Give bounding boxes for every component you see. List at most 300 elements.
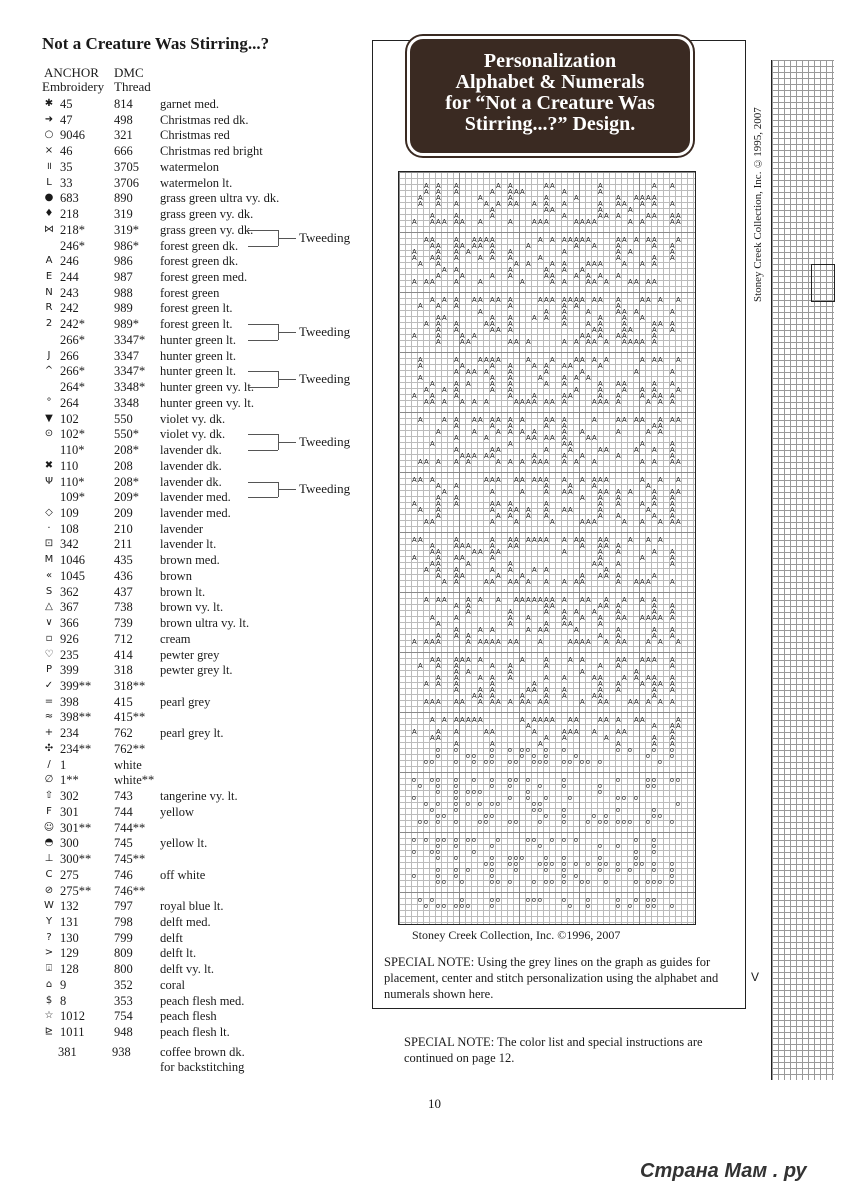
stitch-symbol: A bbox=[670, 249, 675, 256]
anchor-number: 128 bbox=[60, 962, 79, 977]
special-note-placement: SPECIAL NOTE: Using the grey lines on the graph as guides for placement, center and stitch personalization using the alphabet and numerals shown here. bbox=[384, 955, 719, 1001]
stitch-symbol: o bbox=[562, 759, 566, 766]
stitch-symbol: A bbox=[622, 237, 627, 244]
stitch-symbol: A bbox=[592, 693, 597, 700]
color-name: pewter grey lt. bbox=[160, 663, 233, 678]
stitch-symbol: o bbox=[616, 819, 620, 826]
stitch-symbol: A bbox=[670, 603, 675, 610]
dmc-number: 415 bbox=[114, 694, 133, 709]
stitch-symbol: A bbox=[586, 321, 591, 328]
stitch-symbol: A bbox=[598, 501, 603, 508]
stitch-symbol: A bbox=[430, 543, 435, 550]
stitch-symbol: A bbox=[472, 369, 477, 376]
symbol-icon: × bbox=[44, 145, 54, 157]
stitch-symbol: A bbox=[634, 699, 639, 706]
color-name: coral bbox=[160, 977, 185, 992]
stitch-symbol: A bbox=[466, 459, 471, 466]
stitch-symbol: o bbox=[466, 837, 470, 844]
stitch-symbol: A bbox=[478, 693, 483, 700]
stitch-symbol: A bbox=[616, 741, 621, 748]
stitch-symbol: o bbox=[592, 813, 596, 820]
stitch-symbol: o bbox=[562, 747, 566, 754]
anchor-number: 218* bbox=[60, 222, 85, 237]
dmc-number: 3347* bbox=[114, 364, 146, 379]
stitch-symbol: A bbox=[658, 417, 663, 424]
stitch-symbol: A bbox=[490, 387, 495, 394]
tweeding-bracket-line bbox=[248, 387, 278, 388]
color-name: forest green dk. bbox=[160, 254, 239, 269]
stitch-symbol: A bbox=[454, 243, 459, 250]
stitch-symbol: A bbox=[670, 615, 675, 622]
stitch-symbol: A bbox=[634, 279, 639, 286]
stitch-symbol: A bbox=[658, 357, 663, 364]
stitch-symbol: A bbox=[526, 513, 531, 520]
stitch-symbol: o bbox=[586, 861, 590, 868]
stitch-symbol: A bbox=[598, 717, 603, 724]
stitch-symbol: A bbox=[544, 483, 549, 490]
stitch-symbol: A bbox=[454, 741, 459, 748]
stitch-symbol: A bbox=[508, 303, 513, 310]
stitch-symbol: A bbox=[544, 609, 549, 616]
stitch-symbol: A bbox=[604, 489, 609, 496]
stitch-symbol: A bbox=[478, 549, 483, 556]
backstitch-dmc: 938 bbox=[112, 1045, 131, 1059]
dmc-number: 210 bbox=[114, 521, 133, 536]
stitch-symbol: A bbox=[472, 237, 477, 244]
stitch-symbol: A bbox=[532, 477, 537, 484]
stitch-symbol: A bbox=[532, 729, 537, 736]
stitch-symbol: o bbox=[544, 867, 548, 874]
stitch-symbol: A bbox=[640, 387, 645, 394]
symbol-icon: P bbox=[45, 664, 53, 676]
stitch-symbol: A bbox=[592, 561, 597, 568]
stitch-symbol: A bbox=[652, 321, 657, 328]
stitch-symbol: A bbox=[436, 501, 441, 508]
alphabet-graph bbox=[398, 171, 696, 925]
stitch-symbol: A bbox=[652, 681, 657, 688]
stitch-symbol: A bbox=[562, 393, 567, 400]
stitch-symbol: A bbox=[652, 279, 657, 286]
stitch-symbol: A bbox=[622, 201, 627, 208]
stitch-symbol: A bbox=[640, 357, 645, 364]
stitch-symbol: A bbox=[544, 459, 549, 466]
stitch-symbol: A bbox=[652, 459, 657, 466]
dmc-number: 798 bbox=[114, 914, 133, 929]
stitch-symbol: A bbox=[508, 327, 513, 334]
stitch-symbol: A bbox=[478, 279, 483, 286]
anchor-number: 33 bbox=[60, 175, 73, 190]
stitch-symbol: A bbox=[646, 639, 651, 646]
stitch-symbol: A bbox=[454, 279, 459, 286]
stitch-symbol: A bbox=[670, 501, 675, 508]
stitch-symbol: A bbox=[658, 537, 663, 544]
stitch-symbol: A bbox=[436, 429, 441, 436]
stitch-symbol: o bbox=[562, 855, 566, 862]
stitch-symbol: o bbox=[544, 855, 548, 862]
stitch-symbol: A bbox=[544, 435, 549, 442]
tweeding-bracket-line bbox=[248, 482, 278, 483]
stitch-symbol: A bbox=[460, 555, 465, 562]
stitch-symbol: o bbox=[484, 759, 488, 766]
stitch-symbol: A bbox=[670, 459, 675, 466]
stitch-symbol: A bbox=[544, 201, 549, 208]
symbol-icon: ? bbox=[46, 931, 52, 943]
stitch-symbol: A bbox=[598, 387, 603, 394]
stitch-symbol: o bbox=[454, 789, 458, 796]
stitch-symbol: A bbox=[454, 681, 459, 688]
stitch-symbol: o bbox=[478, 819, 482, 826]
stitch-symbol: A bbox=[592, 483, 597, 490]
stitch-symbol: A bbox=[436, 573, 441, 580]
stitch-symbol: A bbox=[490, 255, 495, 262]
stitch-symbol: A bbox=[574, 273, 579, 280]
anchor-number: 398** bbox=[60, 710, 92, 725]
color-name: lavender bbox=[160, 521, 204, 536]
stitch-symbol: A bbox=[670, 549, 675, 556]
stitch-symbol: A bbox=[580, 495, 585, 502]
color-name: yellow lt. bbox=[160, 836, 208, 851]
stitch-symbol: A bbox=[670, 663, 675, 670]
stitch-symbol: A bbox=[490, 327, 495, 334]
stitch-symbol: A bbox=[538, 717, 543, 724]
color-name: hunter green lt. bbox=[160, 364, 237, 379]
stitch-symbol: A bbox=[430, 561, 435, 568]
stitch-symbol: A bbox=[598, 621, 603, 628]
stitch-symbol: A bbox=[514, 639, 519, 646]
anchor-number: 367 bbox=[60, 600, 79, 615]
stitch-symbol: A bbox=[538, 237, 543, 244]
stitch-symbol: o bbox=[616, 897, 620, 904]
stitch-symbol: A bbox=[484, 435, 489, 442]
symbol-icon: N bbox=[45, 286, 53, 298]
anchor-number: 47 bbox=[60, 112, 73, 127]
stitch-symbol: A bbox=[670, 201, 675, 208]
stitch-symbol: A bbox=[442, 717, 447, 724]
stitch-symbol: A bbox=[430, 237, 435, 244]
tweeding-bracket-line bbox=[278, 442, 296, 443]
stitch-symbol: o bbox=[526, 897, 530, 904]
stitch-symbol: A bbox=[568, 441, 573, 448]
dmc-number: 415** bbox=[114, 710, 146, 725]
stitch-symbol: A bbox=[652, 549, 657, 556]
stitch-symbol: A bbox=[586, 333, 591, 340]
stitch-symbol: A bbox=[454, 603, 459, 610]
stitch-symbol: A bbox=[562, 693, 567, 700]
symbol-icon: ✣ bbox=[44, 742, 54, 754]
stitch-symbol: A bbox=[538, 255, 543, 262]
stitch-symbol: A bbox=[514, 261, 519, 268]
stitch-symbol: A bbox=[496, 357, 501, 364]
stitch-symbol: A bbox=[430, 441, 435, 448]
stitch-symbol: A bbox=[658, 297, 663, 304]
stitch-symbol: A bbox=[574, 729, 579, 736]
stitch-symbol: A bbox=[436, 273, 441, 280]
stitch-symbol: o bbox=[568, 795, 572, 802]
stitch-symbol: o bbox=[436, 747, 440, 754]
stitch-symbol: A bbox=[652, 501, 657, 508]
stitch-symbol: A bbox=[454, 657, 459, 664]
stitch-symbol: A bbox=[616, 603, 621, 610]
stitch-symbol: A bbox=[526, 723, 531, 730]
stitch-symbol: A bbox=[628, 249, 633, 256]
stitch-symbol: A bbox=[544, 207, 549, 214]
stitch-symbol: A bbox=[544, 501, 549, 508]
stitch-symbol: o bbox=[508, 759, 512, 766]
stitch-symbol: A bbox=[550, 261, 555, 268]
stitch-symbol: A bbox=[436, 195, 441, 202]
stitch-symbol: A bbox=[652, 597, 657, 604]
symbol-icon: ⋈ bbox=[44, 223, 54, 235]
stitch-symbol: o bbox=[436, 783, 440, 790]
stitch-symbol: o bbox=[454, 783, 458, 790]
stitch-symbol: A bbox=[670, 657, 675, 664]
stitch-symbol: A bbox=[412, 729, 417, 736]
stitch-symbol: A bbox=[676, 417, 681, 424]
dmc-number: 3347 bbox=[114, 348, 139, 363]
stitch-symbol: A bbox=[550, 183, 555, 190]
anchor-number: 1** bbox=[60, 773, 79, 788]
stitch-symbol: A bbox=[586, 519, 591, 526]
stitch-symbol: A bbox=[478, 717, 483, 724]
stitch-symbol: A bbox=[442, 597, 447, 604]
stitch-symbol: A bbox=[646, 429, 651, 436]
stitch-symbol: A bbox=[532, 687, 537, 694]
stitch-symbol: A bbox=[652, 489, 657, 496]
stitch-symbol: o bbox=[484, 813, 488, 820]
stitch-symbol: A bbox=[454, 669, 459, 676]
dmc-number: 321 bbox=[114, 128, 133, 143]
stitch-symbol: A bbox=[550, 597, 555, 604]
stitch-symbol: A bbox=[544, 735, 549, 742]
stitch-symbol: A bbox=[544, 687, 549, 694]
dmc-number: 800 bbox=[114, 962, 133, 977]
stitch-symbol: A bbox=[544, 657, 549, 664]
stitch-symbol: A bbox=[646, 615, 651, 622]
stitch-symbol: A bbox=[652, 237, 657, 244]
stitch-symbol: o bbox=[430, 849, 434, 856]
stitch-symbol: A bbox=[490, 417, 495, 424]
stitch-symbol: A bbox=[520, 573, 525, 580]
stitch-symbol: A bbox=[520, 477, 525, 484]
stitch-symbol: A bbox=[634, 237, 639, 244]
stitch-symbol: A bbox=[658, 393, 663, 400]
stitch-symbol: A bbox=[436, 483, 441, 490]
stitch-symbol: A bbox=[532, 537, 537, 544]
stitch-symbol: o bbox=[574, 873, 578, 880]
stitch-symbol: A bbox=[544, 477, 549, 484]
stitch-symbol: A bbox=[442, 399, 447, 406]
tweeding-bracket-line bbox=[248, 497, 278, 498]
stitch-symbol: A bbox=[538, 297, 543, 304]
stitch-symbol: A bbox=[532, 429, 537, 436]
stitch-symbol: A bbox=[544, 309, 549, 316]
dmc-number: 986* bbox=[114, 238, 139, 253]
stitch-symbol: A bbox=[496, 501, 501, 508]
stitch-symbol: A bbox=[442, 387, 447, 394]
stitch-symbol: A bbox=[436, 549, 441, 556]
stitch-symbol: A bbox=[514, 189, 519, 196]
stitch-symbol: A bbox=[490, 453, 495, 460]
stitch-symbol: A bbox=[562, 261, 567, 268]
backstitch-anchor: 381 bbox=[58, 1045, 77, 1059]
stitch-symbol: o bbox=[646, 753, 650, 760]
stitch-symbol: A bbox=[544, 717, 549, 724]
color-name: lavender dk. bbox=[160, 474, 222, 489]
stitch-symbol: A bbox=[454, 381, 459, 388]
stitch-symbol: A bbox=[436, 735, 441, 742]
dmc-number: 319 bbox=[114, 207, 133, 222]
dmc-number: 3348 bbox=[114, 395, 139, 410]
stitch-symbol: A bbox=[418, 507, 423, 514]
stitch-symbol: A bbox=[460, 363, 465, 370]
stitch-symbol: o bbox=[436, 849, 440, 856]
stitch-symbol: o bbox=[544, 747, 548, 754]
stitch-symbol: A bbox=[574, 609, 579, 616]
anchor-number: 8 bbox=[60, 993, 67, 1008]
stitch-symbol: A bbox=[466, 339, 471, 346]
color-name: garnet med. bbox=[160, 97, 220, 111]
dmc-number: 746 bbox=[114, 867, 133, 882]
stitch-symbol: o bbox=[508, 855, 512, 862]
anchor-number: 301** bbox=[60, 820, 92, 835]
stitch-symbol: A bbox=[616, 309, 621, 316]
stitch-symbol: A bbox=[640, 297, 645, 304]
stitch-symbol: A bbox=[514, 537, 519, 544]
backstitch-purpose: for backstitching bbox=[160, 1060, 245, 1074]
dmc-number: 799 bbox=[114, 930, 133, 945]
anchor-number: 266* bbox=[60, 364, 85, 379]
stitch-symbol: o bbox=[550, 861, 554, 868]
stitch-symbol: A bbox=[430, 219, 435, 226]
stitch-symbol: o bbox=[562, 819, 566, 826]
dmc-number: 797 bbox=[114, 899, 133, 914]
stitch-symbol: o bbox=[514, 777, 518, 784]
stitch-symbol: A bbox=[604, 735, 609, 742]
stitch-symbol: o bbox=[460, 897, 464, 904]
stitch-symbol: o bbox=[526, 747, 530, 754]
tweeding-bracket-line bbox=[248, 246, 278, 247]
dmc-number: 989 bbox=[114, 301, 133, 316]
stitch-symbol: o bbox=[538, 861, 542, 868]
stitch-symbol: A bbox=[550, 717, 555, 724]
stitch-symbol: A bbox=[616, 393, 621, 400]
stitch-symbol: A bbox=[490, 357, 495, 364]
stitch-symbol: A bbox=[436, 633, 441, 640]
color-name: Christmas red dk. bbox=[160, 112, 249, 127]
color-name: royal blue lt. bbox=[160, 899, 224, 914]
stitch-symbol: o bbox=[598, 843, 602, 850]
stitch-symbol: A bbox=[496, 327, 501, 334]
stitch-symbol: A bbox=[628, 219, 633, 226]
symbol-icon: ✖ bbox=[44, 459, 54, 471]
stitch-symbol: A bbox=[568, 393, 573, 400]
stitch-symbol: o bbox=[646, 777, 650, 784]
stitch-symbol: A bbox=[526, 597, 531, 604]
stitch-symbol: o bbox=[460, 879, 464, 886]
stitch-symbol: A bbox=[544, 267, 549, 274]
stitch-symbol: A bbox=[562, 729, 567, 736]
stitch-symbol: A bbox=[550, 207, 555, 214]
stitch-symbol: A bbox=[586, 273, 591, 280]
anchor-number: 132 bbox=[60, 899, 79, 914]
stitch-symbol: A bbox=[508, 501, 513, 508]
stitch-symbol: A bbox=[436, 339, 441, 346]
dmc-number: 208* bbox=[114, 474, 139, 489]
tweeding-label: Tweeding bbox=[299, 324, 351, 340]
dmc-number: 712 bbox=[114, 631, 133, 646]
anchor-number: 301 bbox=[60, 804, 79, 819]
stitch-symbol: A bbox=[670, 723, 675, 730]
symbol-icon: ➜ bbox=[44, 113, 54, 125]
stitch-symbol: A bbox=[412, 477, 417, 484]
color-name: forest green lt. bbox=[160, 301, 233, 316]
stitch-symbol: A bbox=[430, 519, 435, 526]
stitch-symbol: A bbox=[670, 495, 675, 502]
stitch-symbol: A bbox=[670, 369, 675, 376]
stitch-symbol: A bbox=[658, 423, 663, 430]
stitch-symbol: A bbox=[508, 255, 513, 262]
stitch-symbol: A bbox=[430, 279, 435, 286]
stitch-symbol: A bbox=[544, 567, 549, 574]
stitch-symbol: A bbox=[466, 717, 471, 724]
pattern-edge-block bbox=[811, 264, 835, 302]
stitch-symbol: o bbox=[598, 819, 602, 826]
stitch-symbol: A bbox=[478, 699, 483, 706]
stitch-symbol: A bbox=[628, 327, 633, 334]
anchor-number: 9046 bbox=[60, 128, 85, 143]
stitch-symbol: A bbox=[598, 399, 603, 406]
stitch-symbol: A bbox=[670, 687, 675, 694]
color-name: delft vy. lt. bbox=[160, 962, 215, 977]
stitch-symbol: A bbox=[544, 621, 549, 628]
symbol-icon: ◇ bbox=[45, 506, 53, 518]
stitch-symbol: A bbox=[508, 249, 513, 256]
color-name: cream bbox=[160, 631, 191, 646]
stitch-symbol: o bbox=[454, 903, 458, 910]
stitch-symbol: A bbox=[640, 417, 645, 424]
stitch-symbol: A bbox=[628, 279, 633, 286]
stitch-symbol: o bbox=[490, 867, 494, 874]
stitch-symbol: A bbox=[670, 507, 675, 514]
stitch-symbol: A bbox=[454, 729, 459, 736]
stitch-symbol: A bbox=[598, 207, 603, 214]
stitch-symbol: A bbox=[436, 201, 441, 208]
stitch-symbol: A bbox=[424, 279, 429, 286]
stitch-symbol: A bbox=[550, 279, 555, 286]
symbol-icon: ⌂ bbox=[45, 978, 53, 990]
stitch-symbol: A bbox=[592, 609, 597, 616]
anchor-number: 109* bbox=[60, 490, 85, 505]
dmc-number: 550 bbox=[114, 411, 133, 426]
stitch-symbol: A bbox=[574, 375, 579, 382]
anchor-number: 218 bbox=[60, 207, 79, 222]
stitch-symbol: A bbox=[652, 261, 657, 268]
watermark: Страна Мам . ру bbox=[640, 1160, 807, 1182]
stitch-symbol: A bbox=[532, 201, 537, 208]
stitch-symbol: o bbox=[652, 843, 656, 850]
stitch-symbol: A bbox=[622, 519, 627, 526]
stitch-symbol: A bbox=[430, 243, 435, 250]
stitch-symbol: A bbox=[544, 183, 549, 190]
symbol-icon: J bbox=[47, 349, 51, 361]
stitch-symbol: A bbox=[526, 615, 531, 622]
color-name: yellow bbox=[160, 804, 195, 819]
stitch-symbol: A bbox=[538, 477, 543, 484]
stitch-symbol: A bbox=[430, 639, 435, 646]
stitch-symbol: A bbox=[436, 681, 441, 688]
stitch-symbol: A bbox=[520, 699, 525, 706]
dmc-number: 414 bbox=[114, 647, 133, 662]
